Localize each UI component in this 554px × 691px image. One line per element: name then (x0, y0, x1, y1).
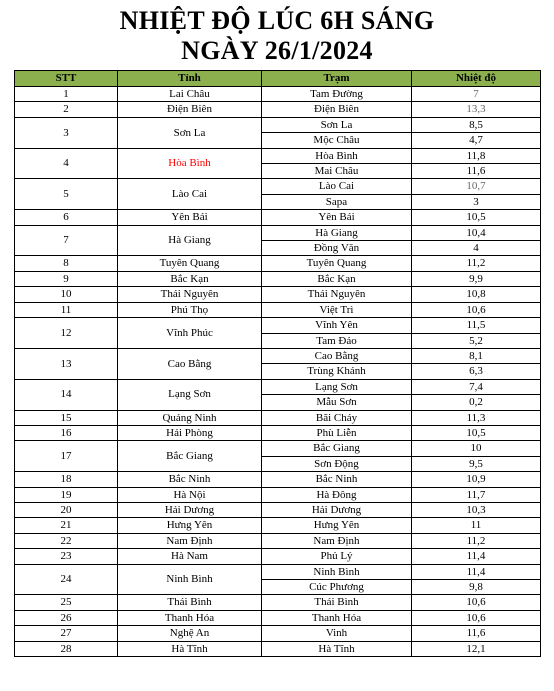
header-temperature: Nhiệt độ (412, 71, 541, 87)
cell-station: Mai Châu (262, 164, 412, 179)
cell-station: Vĩnh Yên (262, 318, 412, 333)
cell-province: Hải Phòng (118, 425, 262, 440)
page-subtitle-date: NGÀY 26/1/2024 (181, 36, 373, 65)
table-row (15, 564, 541, 579)
cell-station: Sơn Động (262, 456, 412, 471)
cell-temperature: 10,6 (412, 302, 541, 317)
cell-province: Ninh Bình (118, 564, 262, 595)
cell-station: Bắc Giang (262, 441, 412, 456)
cell-temperature: 4 (412, 241, 541, 256)
cell-stt: 11 (15, 302, 118, 317)
cell-province: Vĩnh Phúc (118, 318, 262, 349)
cell-station: Lạng Sơn (262, 379, 412, 394)
cell-temperature: 9,5 (412, 456, 541, 471)
cell-stt: 22 (15, 533, 118, 548)
temperature-table (14, 70, 541, 657)
cell-temperature: 10,8 (412, 287, 541, 302)
cell-province: Bắc Giang (118, 441, 262, 472)
cell-province: Nam Định (118, 533, 262, 548)
cell-stt: 17 (15, 441, 118, 472)
cell-temperature: 11,6 (412, 626, 541, 641)
cell-station: Hưng Yên (262, 518, 412, 533)
cell-temperature: 11,5 (412, 318, 541, 333)
cell-station: Bãi Cháy (262, 410, 412, 425)
cell-stt: 27 (15, 626, 118, 641)
cell-station: Thái Nguyên (262, 287, 412, 302)
cell-stt: 25 (15, 595, 118, 610)
cell-province: Yên Bái (118, 210, 262, 225)
table-row (15, 271, 541, 286)
table-row (15, 302, 541, 317)
cell-temperature: 8,5 (412, 117, 541, 132)
cell-temperature: 9,8 (412, 580, 541, 595)
table-row (15, 210, 541, 225)
cell-province: Hòa Bình (118, 148, 262, 179)
cell-province: Hà Tĩnh (118, 641, 262, 656)
cell-station: Sapa (262, 194, 412, 209)
cell-temperature: 9,9 (412, 271, 541, 286)
cell-temperature: 10,6 (412, 610, 541, 625)
cell-temperature: 4,7 (412, 133, 541, 148)
cell-station: Cao Bằng (262, 348, 412, 363)
cell-station: Đồng Văn (262, 241, 412, 256)
cell-stt: 21 (15, 518, 118, 533)
table-row (15, 117, 541, 132)
table-row (15, 487, 541, 502)
cell-temperature: 0,2 (412, 395, 541, 410)
cell-stt: 13 (15, 348, 118, 379)
header-stt: STT (15, 71, 118, 87)
cell-stt: 9 (15, 271, 118, 286)
cell-temperature: 10,6 (412, 595, 541, 610)
cell-station: Phủ Lý (262, 549, 412, 564)
cell-temperature: 7,4 (412, 379, 541, 394)
cell-temperature: 11,6 (412, 164, 541, 179)
table-row (15, 225, 541, 240)
cell-station: Tam Đảo (262, 333, 412, 348)
cell-province: Hà Giang (118, 225, 262, 256)
cell-province: Quảng Ninh (118, 410, 262, 425)
cell-station: Nam Định (262, 533, 412, 548)
header-province: Tỉnh (118, 71, 262, 87)
cell-stt: 4 (15, 148, 118, 179)
cell-temperature: 12,1 (412, 641, 541, 656)
cell-stt: 7 (15, 225, 118, 256)
cell-station: Thái Bình (262, 595, 412, 610)
cell-stt: 2 (15, 102, 118, 117)
cell-station: Việt Trì (262, 302, 412, 317)
cell-temperature: 11,8 (412, 148, 541, 163)
table-row (15, 348, 541, 363)
cell-station: Phù Liễn (262, 425, 412, 440)
cell-station: Bắc Ninh (262, 472, 412, 487)
cell-temperature: 13,3 (412, 102, 541, 117)
cell-province: Bắc Ninh (118, 472, 262, 487)
cell-temperature: 11,4 (412, 549, 541, 564)
cell-stt: 19 (15, 487, 118, 502)
table-row (15, 595, 541, 610)
cell-temperature: 11,4 (412, 564, 541, 579)
cell-province: Lào Cai (118, 179, 262, 210)
cell-temperature: 11 (412, 518, 541, 533)
table-row (15, 610, 541, 625)
cell-station: Hà Tĩnh (262, 641, 412, 656)
cell-province: Thái Nguyên (118, 287, 262, 302)
cell-temperature: 10,7 (412, 179, 541, 194)
page-title: NHIỆT ĐỘ LÚC 6H SÁNG (119, 6, 435, 35)
table-row (15, 87, 541, 102)
cell-province: Điện Biên (118, 102, 262, 117)
table-row (15, 518, 541, 533)
cell-temperature: 11,7 (412, 487, 541, 502)
table-row (15, 179, 541, 194)
table-row (15, 472, 541, 487)
cell-province: Sơn La (118, 117, 262, 148)
table-row (15, 379, 541, 394)
cell-province: Hưng Yên (118, 518, 262, 533)
table-row (15, 641, 541, 656)
table-row (15, 102, 541, 117)
cell-temperature: 11,2 (412, 533, 541, 548)
header-station: Trạm (262, 71, 412, 87)
cell-station: Tam Đường (262, 87, 412, 102)
cell-stt: 28 (15, 641, 118, 656)
table-row (15, 148, 541, 163)
cell-station: Cúc Phương (262, 580, 412, 595)
cell-stt: 1 (15, 87, 118, 102)
cell-station: Lào Cai (262, 179, 412, 194)
cell-province: Tuyên Quang (118, 256, 262, 271)
cell-province: Hà Nội (118, 487, 262, 502)
cell-temperature: 10,9 (412, 472, 541, 487)
cell-stt: 23 (15, 549, 118, 564)
cell-station: Yên Bái (262, 210, 412, 225)
cell-station: Tuyên Quang (262, 256, 412, 271)
cell-temperature: 10,5 (412, 425, 541, 440)
cell-stt: 20 (15, 502, 118, 517)
cell-station: Ninh Bình (262, 564, 412, 579)
table-row (15, 502, 541, 517)
table-row (15, 533, 541, 548)
cell-province: Cao Bằng (118, 348, 262, 379)
cell-temperature: 8,1 (412, 348, 541, 363)
table-row (15, 549, 541, 564)
cell-temperature: 10,3 (412, 502, 541, 517)
cell-province: Hà Nam (118, 549, 262, 564)
cell-station: Điện Biên (262, 102, 412, 117)
table-row (15, 441, 541, 456)
cell-province: Thanh Hóa (118, 610, 262, 625)
cell-station: Mẫu Sơn (262, 395, 412, 410)
cell-province: Bắc Kạn (118, 271, 262, 286)
cell-station: Sơn La (262, 117, 412, 132)
cell-temperature: 7 (412, 87, 541, 102)
table-body (15, 87, 541, 657)
cell-stt: 14 (15, 379, 118, 410)
cell-station: Hòa Bình (262, 148, 412, 163)
cell-stt: 8 (15, 256, 118, 271)
cell-station: Thanh Hóa (262, 610, 412, 625)
cell-province: Lạng Sơn (118, 379, 262, 410)
table-row (15, 318, 541, 333)
cell-stt: 6 (15, 210, 118, 225)
table-row (15, 410, 541, 425)
cell-stt: 24 (15, 564, 118, 595)
cell-temperature: 11,2 (412, 256, 541, 271)
table-header-row (15, 71, 541, 87)
cell-stt: 15 (15, 410, 118, 425)
cell-station: Vinh (262, 626, 412, 641)
cell-stt: 16 (15, 425, 118, 440)
cell-stt: 3 (15, 117, 118, 148)
table-row (15, 626, 541, 641)
cell-stt: 5 (15, 179, 118, 210)
cell-temperature: 10,4 (412, 225, 541, 240)
cell-temperature: 11,3 (412, 410, 541, 425)
cell-temperature: 5,2 (412, 333, 541, 348)
cell-temperature: 6,3 (412, 364, 541, 379)
cell-province: Phú Thọ (118, 302, 262, 317)
cell-station: Trùng Khánh (262, 364, 412, 379)
table-row (15, 287, 541, 302)
cell-province: Nghệ An (118, 626, 262, 641)
cell-stt: 10 (15, 287, 118, 302)
cell-station: Hà Giang (262, 225, 412, 240)
cell-province: Lai Châu (118, 87, 262, 102)
cell-station: Hải Dương (262, 502, 412, 517)
cell-station: Mộc Châu (262, 133, 412, 148)
table-row (15, 256, 541, 271)
cell-temperature: 10,5 (412, 210, 541, 225)
cell-station: Bắc Kạn (262, 271, 412, 286)
table-row (15, 425, 541, 440)
cell-province: Hải Dương (118, 502, 262, 517)
cell-temperature: 3 (412, 194, 541, 209)
cell-stt: 26 (15, 610, 118, 625)
cell-stt: 12 (15, 318, 118, 349)
cell-province: Thái Bình (118, 595, 262, 610)
cell-temperature: 10 (412, 441, 541, 456)
cell-stt: 18 (15, 472, 118, 487)
cell-station: Hà Đông (262, 487, 412, 502)
